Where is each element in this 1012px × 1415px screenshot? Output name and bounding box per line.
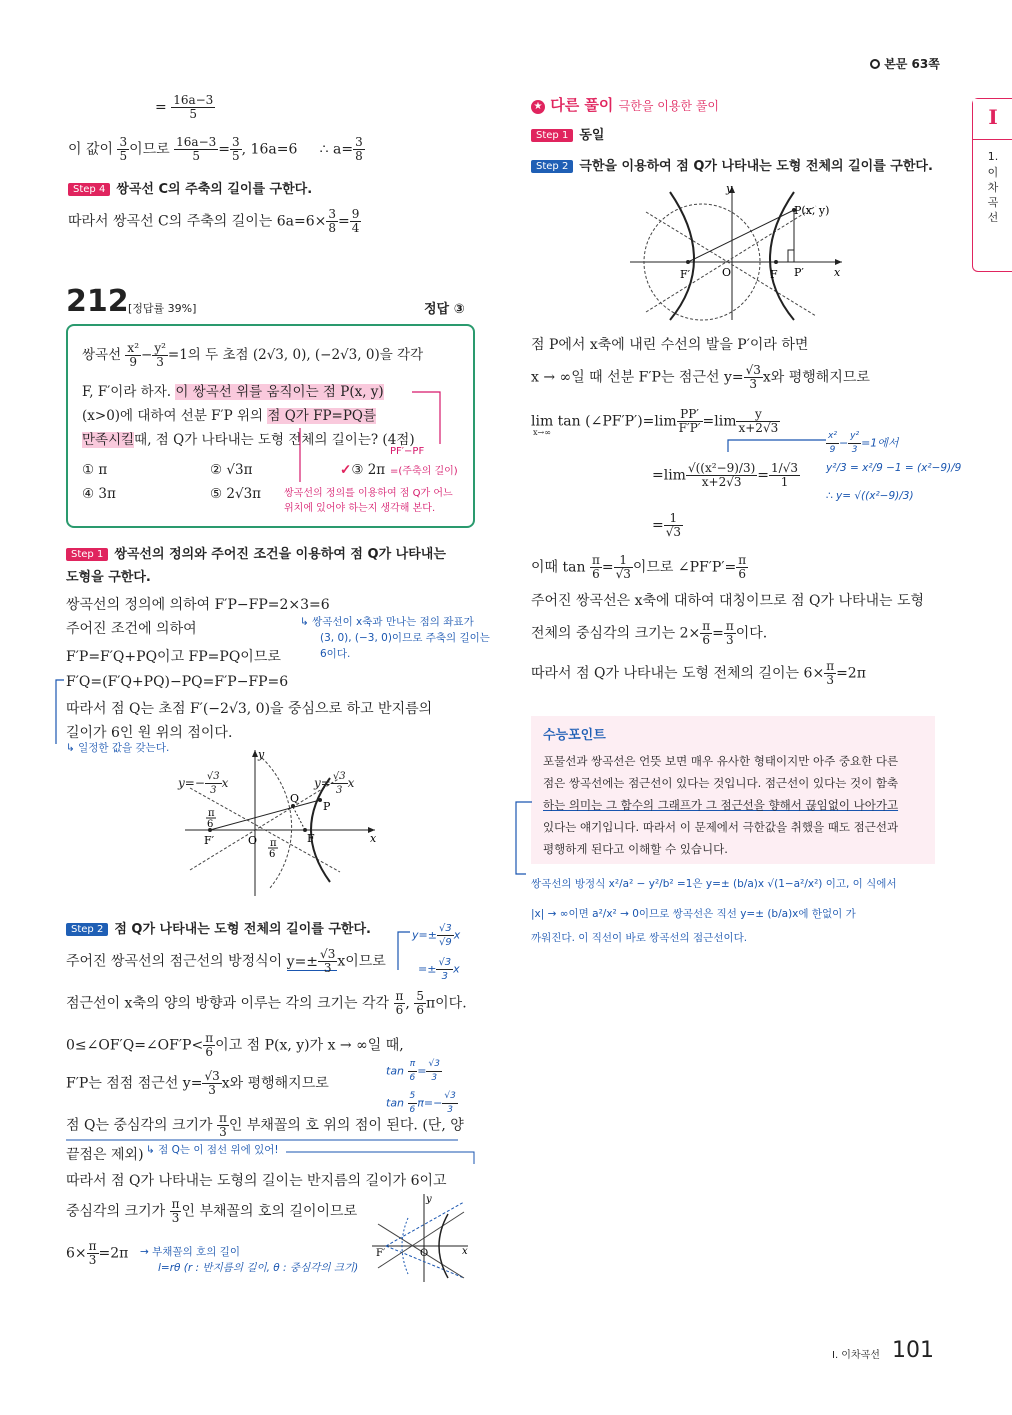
fraction: $\frac{16a-3}{5}$ <box>173 93 214 121</box>
alt-line5: 전체의 중심각의 크기는 2× $\frac{\pi}{6}$ = $\frac{\pi}{3}$ 이다. <box>531 619 768 647</box>
alt-step1: Step 1 동일 <box>531 124 604 143</box>
step1-line2: 주어진 조건에 의하여 <box>66 621 197 637</box>
alt-graph-Pp: P′ <box>794 266 804 279</box>
graph1-label-x: x <box>370 832 377 845</box>
step2-note1: y=± $\frac{√3}{√9}$ x <box>412 923 461 948</box>
step1-heading-2: 도형을 구한다. <box>66 570 151 585</box>
graph2-label-O: O <box>420 1248 429 1259</box>
step2-note3: tan $\frac{\pi}{6}$ = $\frac{√3}{3}$ <box>386 1059 440 1083</box>
graph1-label-pi: π <box>208 808 215 819</box>
page-ref: 본문 63쪽 <box>870 55 940 72</box>
tip-title: 수능포인트 <box>543 728 606 743</box>
footer-page: 101 <box>892 1338 934 1363</box>
step1-heading: Step 1 쌍곡선의 정의와 주어진 조건을 이용하여 점 Q가 나타내는 <box>66 543 446 562</box>
alt-side3: ∴ y= √((x²−9)/3) <box>826 490 914 502</box>
alt-lim2: =lim $\frac{\text{√((x²−9)/3)}}{x+2√3}$ = $\frac{1/√3}{1}$ <box>652 461 798 489</box>
problem-note4: 위치에 있어야 하는지 생각해 본다. <box>284 503 436 514</box>
step2-line1: 주어진 쌍곡선의 점근선의 방정식이 y=± $\frac{√3}{3}$ x이므로 <box>66 947 386 975</box>
step2-line7: 따라서 점 Q가 나타내는 도형의 길이는 반지름의 길이가 6이고 <box>66 1173 447 1189</box>
alt-side1: $\frac{\text{x²}}{9}$ − $\frac{\text{y²}}{3}$ =1에서 <box>828 431 899 455</box>
problem-note2: =(주축의 길이) <box>390 466 458 477</box>
graph1-label-Q: Q <box>290 792 300 805</box>
alt-line4: 주어진 쌍곡선은 x축에 대하여 대칭이므로 점 Q가 나타내는 도형 <box>531 593 925 609</box>
alt-line6: 따라서 점 Q가 나타내는 도형 전체의 길이는 6× $\frac{\pi}{3}$ =2π <box>531 659 866 687</box>
graph1-label-y: y <box>258 748 265 761</box>
tip-note1: 쌍곡선의 방정식 x²/a² − y²/b² =1은 y=± (b/a)x √(1−a²/x²) 이고, 이 식에서 <box>531 878 897 890</box>
problem-answer: 정답 ③ <box>424 302 465 317</box>
graph1-label-6b: 6 <box>269 849 276 860</box>
alt-line1: 점 P에서 x축에 내린 수선의 발을 P′이라 하면 <box>531 337 809 353</box>
step2-heading: Step 2 점 Q가 나타내는 도형 전체의 길이를 구한다. <box>66 918 371 937</box>
choice-1: ① π <box>82 462 108 478</box>
alt-line3: 이때 tan $\frac{\pi}{6}$ = $\frac{1}{√3}$ 이므로 ∠PF′P′= $\frac{\pi}{6}$ <box>531 553 747 581</box>
step2-line5: 점 Q는 중심각의 크기가 $\frac{\pi}{3}$ 인 부채꼴의 호 위의 점이 된다. (단, 양 <box>66 1111 464 1139</box>
problem-rate: [정답률 39%] <box>128 302 197 315</box>
alt-graph-P: P(x, y) <box>794 204 830 217</box>
tip-note3: 까워진다. 이 직선이 바로 쌍곡선의 점근선이다. <box>531 932 748 944</box>
step1-badge: Step 1 <box>66 548 108 561</box>
step4-badge: Step 4 <box>68 183 110 196</box>
choice-3: ✓③ 2π <box>340 462 386 478</box>
step1-note2: (3, 0), (−3, 0)이므로 주축의 길이는 <box>320 632 490 644</box>
step1-line1: 쌍곡선의 정의에 의하여 F′P−FP=2×3=6 <box>66 597 330 613</box>
alt-side2: y²/3 = x²/9 −1 = (x²−9)/9 <box>826 462 962 474</box>
problem-arrows <box>290 388 450 488</box>
side-tab <box>972 98 1012 272</box>
alt-subtitle: 극한을 이용한 풀이 <box>618 99 720 113</box>
top-calc-line1: = $\frac{16a-3}{5}$ <box>155 93 214 121</box>
problem-line2: F, F′이라 하자. 이 쌍곡선 위를 움직이는 점 P(x, y) <box>82 384 384 400</box>
step2-note5-line <box>66 1136 478 1166</box>
choice-5: ⑤ 2√3π <box>210 486 262 502</box>
step2-line9: 6× $\frac{\pi}{3}$ =2π <box>66 1239 129 1267</box>
alt-lim1: lim tan (∠PF′P′)=lim $\frac{PP'}{F'P'}$ =lim $\frac{y}{x+2√3}$ <box>531 407 779 435</box>
alt-graph-x: x <box>834 266 841 279</box>
tip-line-1: 포물선과 쌍곡선은 언뜻 보면 매우 유사한 형태이지만 아주 중요한 다른 <box>543 754 899 768</box>
graph1-asym-left: y=− $\frac{√3}{3}$ x <box>178 771 229 796</box>
alt-graph-O: O <box>722 266 732 279</box>
step2-note6: → 부채꼴의 호의 길이 <box>140 1246 240 1258</box>
step1-line4: F′Q=(F′Q+PQ)−PQ=F′P−FP=6 <box>66 674 289 690</box>
problem-note1: PF′−PF <box>390 446 425 457</box>
graph2-label-Fp: F′ <box>376 1248 386 1259</box>
tip-line-5: 평행하게 된다고 이해할 수 있습니다. <box>543 842 728 856</box>
graph1-label-O: O <box>248 834 258 847</box>
step2-note7: l=rθ (r : 반지름의 길이, θ : 중심각의 크기) <box>158 1262 359 1274</box>
step2-badge: Step 2 <box>66 923 108 936</box>
graph1-label-F: F <box>307 832 315 845</box>
step2-note5: ↳ 점 Q는 이 점선 위에 있어! <box>146 1144 279 1156</box>
step1-line6: 길이가 6인 원 위의 점이다. <box>66 725 233 741</box>
alt-step2: Step 2 극한을 이용하여 점 Q가 나타내는 도형 전체의 길이를 구한다. <box>531 155 933 174</box>
step4-text: 따라서 쌍곡선 C의 주축의 길이는 6a=6× $\frac{3}{8}$ = $\frac{9}{4}$ <box>68 207 360 235</box>
tip-line-3: 하는 의미는 그 함수의 그래프가 그 점근선을 향해서 끊임없이 나아가고 <box>543 798 899 812</box>
tip-note2: |x| → ∞이면 a²/x² → 0이므로 쌍곡선은 직선 y=± (b/a)x에 한없이 가 <box>531 908 856 920</box>
star-icon: ★ <box>531 100 545 114</box>
graph1-label-pi2: π <box>270 838 277 849</box>
choice-4: ④ 3π <box>82 486 116 502</box>
footer-section: Ⅰ. 이차곡선 <box>832 1350 880 1361</box>
problem-line1: 쌍곡선 $\frac{\text{x²}}{9}$ − $\frac{\text{y²}}{3}$ =1의 두 초점 (2√3, 0), (−2√3, 0)을 각각 <box>82 341 424 369</box>
graph1-label-6: 6 <box>207 819 214 830</box>
step1-bracket <box>54 678 66 748</box>
top-calc-line2: 이 값이 $\frac{3}{5}$ 이므로 $\frac{16a-3}{5}$ = $\frac{3}{5}$ , 16a=6 ∴ a= $\frac{3}{8}$ <box>68 135 363 163</box>
step2-line3: 0≤∠OF′Q=∠OF′P< $\frac{\pi}{6}$ 이고 점 P(x, y)가 x → ∞일 때, <box>66 1031 404 1059</box>
choice-2: ② √3π <box>210 462 253 478</box>
step2-note2: =± $\frac{√3}{3}$ x <box>418 957 460 982</box>
step1-note4: ↳ 일정한 값을 갖는다. <box>66 742 170 754</box>
alt-title: ★ 다른 풀이 극한을 이용한 풀이 <box>531 94 719 115</box>
graph2-label-x: x <box>462 1246 468 1257</box>
step2-bracket1 <box>396 930 414 980</box>
alt-line2: x → ∞일 때 선분 F′P는 점근선 y= $\frac{√3}{3}$ x와 평행해지므로 <box>531 363 870 391</box>
step1-line5: 따라서 점 Q는 초점 F′(−2√3, 0)을 중심으로 하고 반지름의 <box>66 701 433 717</box>
graph-alt-hyperbola <box>626 182 848 322</box>
circle-icon <box>870 59 880 69</box>
step2-line2: 점근선이 x축의 양의 방향과 이루는 각의 크기는 각각 $\frac{\pi}{6}$ , $\frac{5}{6}$ π이다. <box>66 989 467 1017</box>
check-mark-icon: ✓ <box>340 462 352 478</box>
tip-bracket <box>512 800 536 880</box>
problem-line4: 만족시킬때, 점 Q가 나타내는 도형 전체의 길이는? (4점) <box>82 432 415 448</box>
side-tab-num: 1. <box>987 150 999 163</box>
alt-graph-y: y <box>726 182 733 195</box>
alt-lim-sub: x→∞ <box>533 428 551 437</box>
graph1-label-P: P <box>323 800 331 813</box>
step1-line3: F′P=F′Q+PQ이고 FP=PQ이므로 <box>66 649 281 665</box>
problem-line3: (x>0)에 대하여 선분 F′P 위의 점 Q가 FP=PQ를 <box>82 408 377 424</box>
tip-line-2: 점은 쌍곡선에는 점근선이 있다는 것입니다. 점근선이 있다는 것이 함축 <box>543 776 899 790</box>
graph1-asym-right: y= $\frac{√3}{3}$ x <box>314 771 355 796</box>
step1-note3: 6이다. <box>320 648 351 660</box>
alt-graph-Fp: F′ <box>680 268 691 281</box>
graph-hyperbola-2 <box>368 1188 472 1284</box>
graph1-label-Fp: F′ <box>204 834 215 847</box>
problem-note3: 쌍곡선의 정의를 이용하여 점 Q가 어느 <box>284 488 453 499</box>
alt-step1-badge: Step 1 <box>531 129 573 142</box>
alt-side-arrow <box>726 438 828 454</box>
side-tab-roman: I <box>973 99 1012 140</box>
step1-note1: ↳ 쌍곡선이 x축과 만나는 점의 좌표가 <box>300 616 474 628</box>
alt-graph-F: F <box>770 268 778 281</box>
step2-line6: 끝점은 제외) <box>66 1147 144 1163</box>
alt-lim3: = $\frac{1}{√3}$ <box>652 511 682 539</box>
step4-heading: Step 4 쌍곡선 C의 주축의 길이를 구한다. <box>68 178 312 197</box>
problem-number: 212 <box>66 284 129 319</box>
step2-note4: tan $\frac{5}{6}$ π=− $\frac{√3}{3}$ <box>386 1091 456 1115</box>
tip-line-4: 있다는 얘기입니다. 따라서 이 문제에서 극한값을 취했을 때도 점근선과 <box>543 820 899 834</box>
step2-line8: 중심각의 크기가 $\frac{\pi}{3}$ 인 부채꼴의 호의 길이이므로 <box>66 1197 358 1225</box>
alt-step2-badge: Step 2 <box>531 160 573 173</box>
step2-line4: F′P는 점점 점근선 y= $\frac{√3}{3}$ x와 평행해지므로 <box>66 1069 329 1097</box>
graph2-label-y: y <box>426 1194 432 1205</box>
tip-body <box>543 750 898 860</box>
side-tab-chapter: 이차곡선 <box>987 166 999 224</box>
